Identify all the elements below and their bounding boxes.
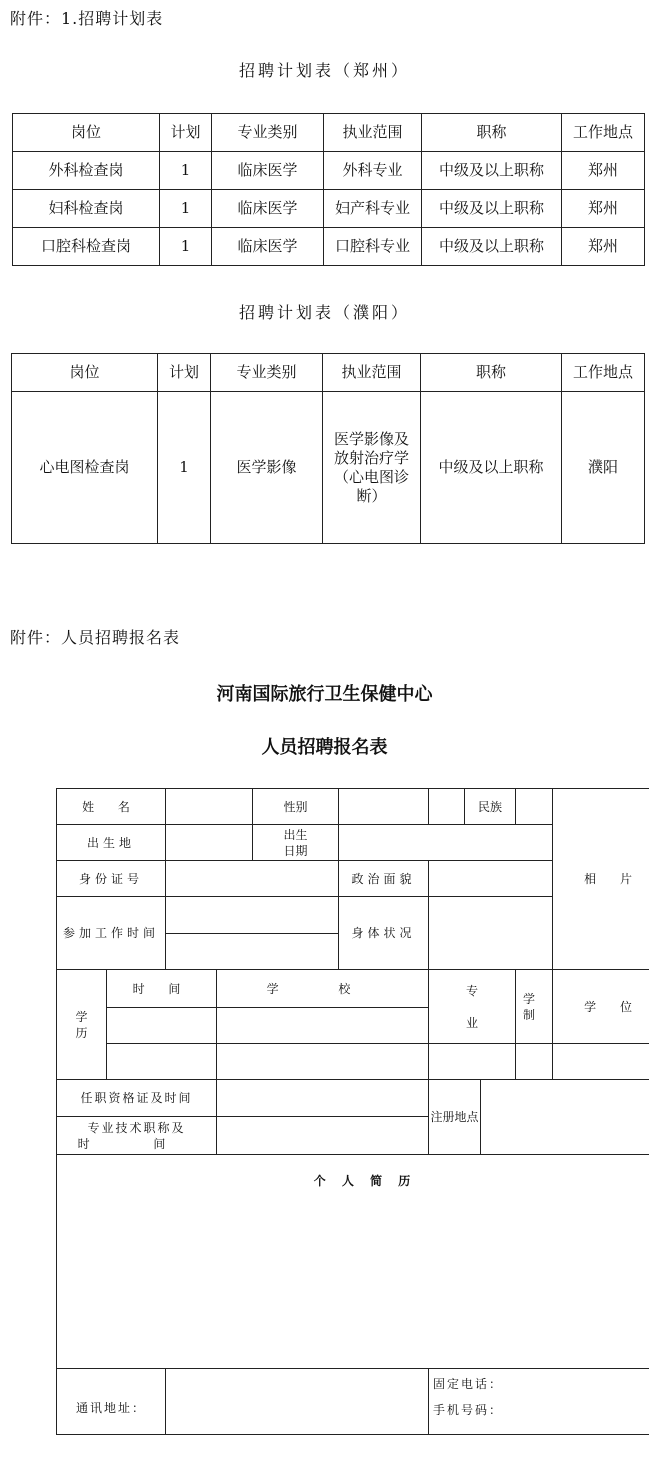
label-gender: 性别 bbox=[253, 789, 339, 825]
header-location: 工作地点 bbox=[562, 354, 645, 392]
plan2-title: 招聘计划表（濮阳） bbox=[238, 303, 410, 322]
label-landline: 固定电话： bbox=[433, 1377, 504, 1391]
field-birthplace[interactable] bbox=[166, 825, 253, 861]
plan1-table bbox=[12, 113, 645, 266]
field-edu-major[interactable] bbox=[429, 1044, 516, 1080]
cell-category: 临床医学 bbox=[212, 152, 324, 190]
label-education bbox=[57, 970, 107, 1080]
field-tech-title[interactable] bbox=[217, 1117, 429, 1155]
label-tech-title bbox=[57, 1117, 217, 1155]
field-mail-address[interactable] bbox=[166, 1369, 429, 1435]
field-health[interactable] bbox=[429, 897, 553, 970]
cell-post: 口腔科检查岗 bbox=[13, 228, 160, 266]
attachment2-caption: 附件：人员招聘报名表 bbox=[10, 628, 181, 647]
attachment1-caption: 附件：1.招聘计划表 bbox=[10, 9, 164, 28]
cell-title: 中级及以上职称 bbox=[421, 392, 562, 544]
cell-scope bbox=[323, 392, 421, 544]
label-photo: 相 片 bbox=[553, 789, 649, 970]
header-title: 职称 bbox=[421, 354, 562, 392]
header-scope: 执业范围 bbox=[324, 114, 422, 152]
header-plan: 计划 bbox=[158, 354, 211, 392]
label-work-start: 参加工作时间 bbox=[57, 897, 166, 970]
major-char: 专 bbox=[466, 983, 479, 998]
label-mail-address: 通讯地址： bbox=[57, 1369, 166, 1435]
label-name: 姓 名 bbox=[57, 789, 166, 825]
cell-location: 郑州 bbox=[562, 190, 645, 228]
work-start-line[interactable] bbox=[166, 934, 338, 969]
field-edu-school[interactable] bbox=[217, 1044, 429, 1080]
cell-post: 妇科检查岗 bbox=[13, 190, 160, 228]
label-qualification: 任职资格证及时间 bbox=[57, 1080, 217, 1117]
contact-phones bbox=[429, 1369, 649, 1435]
cell-category: 医学影像 bbox=[211, 392, 323, 544]
label-length: 学 制 bbox=[516, 970, 553, 1044]
cell-location: 郑州 bbox=[562, 152, 645, 190]
scope-line: 断） bbox=[356, 486, 387, 505]
label-registered-address: 注册地点 bbox=[429, 1080, 481, 1155]
field-birthdate[interactable] bbox=[339, 825, 553, 861]
label-birthdate bbox=[253, 825, 339, 861]
cell-location: 濮阳 bbox=[562, 392, 645, 544]
label-id-number: 身份证号 bbox=[57, 861, 166, 897]
cell-post: 外科检查岗 bbox=[13, 152, 160, 190]
scope-line: 医学影像及 bbox=[333, 429, 409, 448]
registration-form bbox=[56, 788, 649, 1435]
label-major bbox=[429, 970, 516, 1044]
tech-title-line: 专业技术职称及 bbox=[87, 1120, 186, 1135]
field-edu-degree[interactable] bbox=[553, 1044, 649, 1080]
cell-plan: 1 bbox=[160, 190, 212, 228]
field-id-number[interactable] bbox=[166, 861, 339, 897]
form-row-resume bbox=[57, 1155, 649, 1369]
field-edu-time[interactable] bbox=[107, 1044, 217, 1080]
label-ethnicity: 民族 bbox=[465, 789, 516, 825]
birthdate-line: 日期 bbox=[283, 843, 308, 858]
label-time: 时 间 bbox=[107, 970, 217, 1008]
header-category: 专业类别 bbox=[212, 114, 324, 152]
form-row-contact bbox=[57, 1369, 649, 1435]
tech-title-line: 时 间 bbox=[77, 1136, 196, 1151]
cell-scope: 外科专业 bbox=[324, 152, 422, 190]
table-row bbox=[13, 152, 645, 190]
label-degree: 学 位 bbox=[553, 970, 649, 1044]
cell-title: 中级及以上职称 bbox=[422, 152, 562, 190]
field-registered-address[interactable] bbox=[481, 1080, 649, 1155]
plan1-title: 招聘计划表（郑州） bbox=[238, 61, 410, 80]
plan1-header-row bbox=[13, 114, 645, 152]
cell-scope: 妇产科专业 bbox=[324, 190, 422, 228]
field-edu-school[interactable] bbox=[217, 1008, 429, 1044]
table-row bbox=[13, 190, 645, 228]
cell-plan: 1 bbox=[158, 392, 211, 544]
field-qualification[interactable] bbox=[217, 1080, 429, 1117]
header-title: 职称 bbox=[422, 114, 562, 152]
label-school: 学 校 bbox=[217, 970, 429, 1008]
cell-post: 心电图检查岗 bbox=[12, 392, 158, 544]
cell-plan: 1 bbox=[160, 228, 212, 266]
scope-line: 放射治疗学 bbox=[333, 448, 409, 467]
header-category: 专业类别 bbox=[211, 354, 323, 392]
header-post: 岗位 bbox=[13, 114, 160, 152]
field-ethnicity[interactable] bbox=[516, 789, 553, 825]
field-political-status[interactable] bbox=[429, 861, 553, 897]
plan2-table bbox=[11, 353, 645, 544]
work-start-line[interactable] bbox=[166, 897, 338, 934]
field-gender[interactable] bbox=[339, 789, 429, 825]
cell-location: 郑州 bbox=[562, 228, 645, 266]
field-edu-time[interactable] bbox=[107, 1008, 217, 1044]
form-row-basic bbox=[57, 789, 649, 825]
label-health: 身体状况 bbox=[339, 897, 429, 970]
field-name[interactable] bbox=[166, 789, 253, 825]
table-row bbox=[12, 392, 645, 544]
cell-plan: 1 bbox=[160, 152, 212, 190]
field-ethnicity-spacer[interactable] bbox=[429, 789, 465, 825]
label-birthplace: 出生地 bbox=[57, 825, 166, 861]
education-char: 历 bbox=[75, 1025, 88, 1040]
form-name: 人员招聘报名表 bbox=[261, 737, 388, 758]
cell-scope: 口腔科专业 bbox=[324, 228, 422, 266]
cell-category: 临床医学 bbox=[212, 228, 324, 266]
plan2-header-row bbox=[12, 354, 645, 392]
birthdate-line: 出生 bbox=[283, 827, 308, 842]
field-edu-length[interactable] bbox=[516, 1044, 553, 1080]
header-location: 工作地点 bbox=[562, 114, 645, 152]
scope-line: （心电图诊 bbox=[333, 467, 409, 486]
form-row-education-2 bbox=[57, 1044, 649, 1080]
label-resume: 个 人 简 历 bbox=[57, 1155, 649, 1369]
org-name: 河南国际旅行卫生保健中心 bbox=[216, 684, 433, 705]
cell-title: 中级及以上职称 bbox=[422, 228, 562, 266]
form-row-education-header bbox=[57, 970, 649, 1008]
cell-title: 中级及以上职称 bbox=[422, 190, 562, 228]
field-work-start[interactable] bbox=[166, 897, 339, 970]
header-plan: 计划 bbox=[160, 114, 212, 152]
form-row-qualification bbox=[57, 1080, 649, 1117]
table-row bbox=[13, 228, 645, 266]
header-scope: 执业范围 bbox=[323, 354, 421, 392]
label-mobile: 手机号码： bbox=[433, 1403, 504, 1417]
cell-category: 临床医学 bbox=[212, 190, 324, 228]
education-char: 学 bbox=[75, 1009, 88, 1024]
major-char: 业 bbox=[466, 1015, 479, 1030]
header-post: 岗位 bbox=[12, 354, 158, 392]
label-political-status: 政治面貌 bbox=[339, 861, 429, 897]
